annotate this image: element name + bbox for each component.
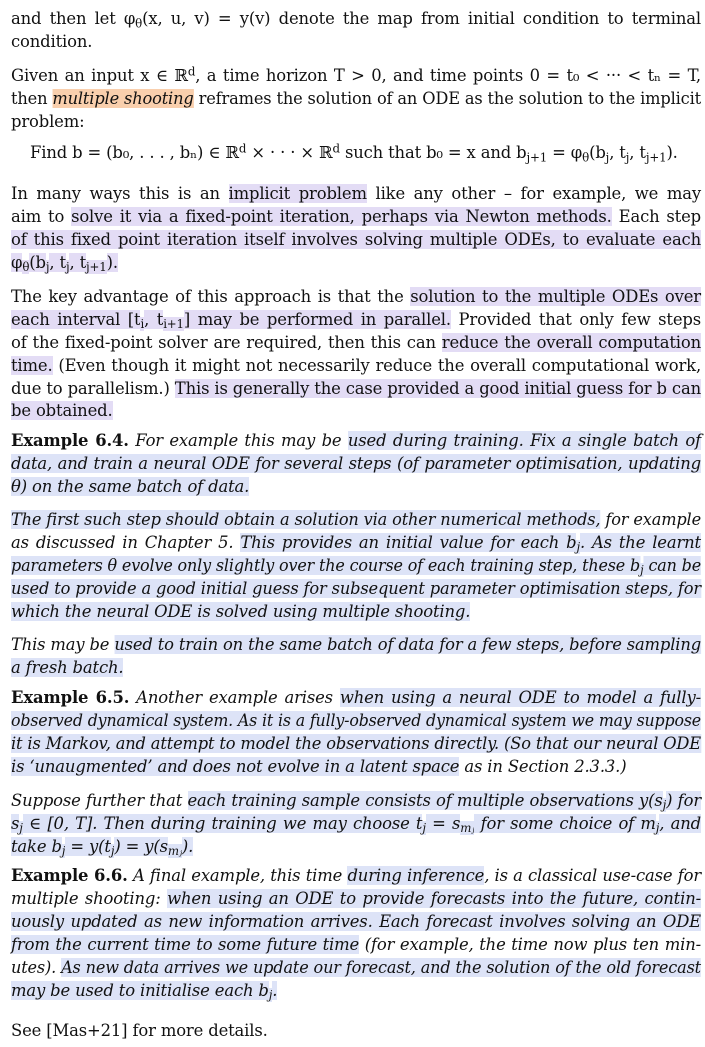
text-run: .	[272, 981, 278, 1000]
text-run: = y(t	[65, 837, 111, 856]
text-line	[11, 1019, 701, 1042]
text-line	[11, 789, 701, 812]
text-run: data, and train a neural ODE for several steps (of parameter optimisation, updating	[11, 454, 701, 473]
text-line	[11, 933, 701, 956]
text-line	[11, 429, 701, 452]
text-run: due to parallelism.)	[11, 379, 175, 398]
text-run: as discussed in Chapter 5.	[11, 533, 241, 552]
text-run: j	[45, 260, 50, 275]
text-line	[11, 633, 701, 656]
text-line	[11, 508, 701, 531]
text-line	[11, 686, 701, 709]
text-run: from the current time to some future time	[11, 935, 360, 954]
text-line	[11, 399, 701, 422]
text-run: then	[11, 89, 53, 108]
text-run: implicit problem	[228, 184, 367, 203]
line-content	[11, 956, 701, 979]
text-run: multiple shooting:	[11, 889, 168, 908]
text-run: during inference	[347, 866, 485, 885]
text-run: A final example, this time	[127, 866, 348, 885]
text-run: (b	[589, 143, 606, 162]
text-run: θ	[135, 16, 143, 31]
line-content	[11, 112, 85, 131]
text-line	[30, 141, 705, 164]
text-run: and then let φ	[11, 9, 136, 28]
text-run: This provides an initial value for each b	[240, 533, 577, 552]
text-run: j	[625, 150, 630, 165]
line-content	[11, 889, 701, 908]
text-run: j	[605, 150, 610, 165]
line-content	[11, 287, 701, 306]
line-content	[11, 356, 701, 375]
text-run: when using a neural ODE to model a fully-	[339, 688, 701, 707]
text-line	[11, 577, 701, 600]
text-run: , t	[609, 143, 626, 162]
text-run: observed dynamical system. As it is a fully-observed dynamical system we may suppose	[11, 711, 701, 730]
text-run: This may be	[11, 635, 115, 654]
text-line	[11, 205, 701, 228]
text-run: parameters θ evolve only slightly over the course of each training step, these b	[11, 556, 641, 575]
text-line	[11, 30, 701, 53]
text-run: Example 6.4.	[11, 431, 129, 450]
text-run: used during training. Fix a single batch of	[347, 431, 701, 450]
line-content	[11, 757, 626, 776]
text-run: j	[640, 563, 644, 578]
line-content	[11, 32, 92, 51]
line-content	[11, 310, 702, 332]
text-run: ).	[106, 253, 118, 272]
text-run: multiple shooting	[52, 89, 194, 108]
text-run: Example 6.5.	[11, 688, 130, 707]
text-run: In many ways this is an	[11, 184, 229, 203]
line-content	[11, 1021, 268, 1040]
line-content	[11, 866, 701, 885]
text-run: = φ	[547, 143, 583, 162]
text-run: for some choice of m	[474, 814, 656, 833]
text-run: This is generally the case provided a good initial guess for b can	[174, 379, 702, 398]
text-line	[11, 182, 701, 205]
text-run: Another example arises	[129, 688, 340, 707]
text-run: i	[140, 317, 145, 332]
line-content	[11, 333, 701, 352]
line-content	[11, 9, 701, 31]
text-run: reduce the overall computation	[441, 333, 701, 352]
text-run: for example	[600, 510, 701, 529]
line-content	[11, 533, 701, 555]
text-run: , and	[659, 814, 701, 833]
text-run: ) for	[666, 791, 702, 810]
text-run: θ	[22, 260, 30, 275]
line-content	[11, 633, 701, 656]
text-run: be obtained.	[11, 401, 113, 420]
text-run: × · · · × ℝ	[246, 143, 333, 162]
text-run: (for example, the time now plus ten min-	[359, 935, 701, 954]
text-run: j	[19, 821, 23, 836]
line-content	[11, 791, 702, 813]
text-line	[11, 835, 701, 858]
text-run: each training sample consists of multiple observations y(s	[187, 791, 663, 810]
text-line	[11, 531, 701, 554]
text-run: j	[110, 844, 115, 859]
text-run: = s	[425, 814, 461, 833]
text-run: (x, u, v) = y(v) denote the map from initial condition to terminal	[142, 9, 701, 28]
text-run: may be used to initialise each b	[11, 981, 269, 1000]
line-content	[11, 658, 123, 677]
line-content	[11, 508, 701, 531]
text-run: θ) on the same batch of data.	[11, 477, 250, 496]
text-run: , t	[69, 253, 87, 272]
text-run: j	[61, 844, 66, 859]
text-line	[11, 228, 701, 251]
text-run: j	[422, 821, 426, 836]
line-content	[11, 554, 701, 577]
text-line	[11, 709, 701, 732]
text-run: solution to the multiple ODEs over	[410, 287, 701, 306]
text-run: (Even though it might not necessarily reduce the overall computational work,	[52, 356, 701, 375]
text-run: See [Mas+21] for more details.	[11, 1021, 268, 1040]
text-run: ∈ [0, T]. Then during training we may choose t	[22, 814, 423, 833]
text-line	[11, 377, 701, 400]
line-content	[11, 207, 701, 226]
text-run: as in Section 2.3.3.)	[459, 757, 627, 776]
text-run: ] may be performed in parallel.	[183, 310, 451, 329]
text-run: , t	[144, 310, 164, 329]
text-run: Provided that only few steps	[450, 310, 702, 329]
text-run: , t	[49, 253, 66, 272]
text-run: j	[65, 260, 70, 275]
text-run: θ	[582, 150, 590, 165]
text-run: Example 6.6.	[11, 866, 128, 885]
text-run: The key advantage of this approach is that the	[11, 287, 411, 306]
text-run: mⱼ	[460, 821, 475, 836]
line-content	[11, 401, 113, 420]
text-run: The first such step should obtain a solution via other numerical methods,	[11, 510, 601, 529]
line-content	[11, 87, 701, 110]
text-run: j+1	[645, 150, 667, 165]
line-content	[11, 454, 701, 473]
text-run: uously updated as new information arrives. Each forecast involves solving an ODE	[11, 912, 701, 931]
text-run: utes).	[11, 958, 62, 977]
text-line	[11, 956, 701, 979]
text-run: , t	[629, 143, 646, 162]
line-content	[11, 709, 701, 732]
line-content	[11, 981, 278, 1003]
text-run: used to train on the same batch of data for a few steps, before sampling	[114, 635, 702, 654]
text-line	[11, 452, 701, 475]
text-run: Suppose further that	[11, 791, 188, 810]
text-run: mⱼ	[167, 844, 182, 859]
text-run: (b	[29, 253, 46, 272]
text-run: j	[268, 988, 273, 1003]
text-run: Find b = (b₀, . . . , bₙ) ∈ ℝ	[30, 143, 239, 162]
text-run: Each step	[611, 207, 701, 226]
text-run: As new data arrives we update our forecast, and the solution of the old forecast	[61, 958, 701, 977]
text-run: φ	[11, 253, 23, 272]
line-content	[11, 230, 701, 249]
text-line	[11, 110, 701, 133]
line-content	[11, 814, 701, 836]
text-run: is ‘unaugmented’ and does not evolve in a latent space	[11, 757, 460, 776]
line-content	[11, 688, 701, 707]
text-line	[11, 600, 701, 623]
text-run: j+1	[86, 260, 107, 275]
text-run: a fresh batch.	[11, 658, 124, 677]
line-content	[11, 377, 701, 400]
text-line	[11, 979, 701, 1002]
text-line	[11, 812, 701, 835]
text-run: condition.	[11, 32, 93, 51]
text-line	[11, 7, 701, 30]
text-run: j	[662, 798, 667, 813]
text-run: d	[332, 141, 340, 156]
text-run: , a time horizon T > 0, and time points 0 = t₀ < ··· < tₙ = T,	[195, 66, 701, 85]
text-line	[11, 308, 701, 331]
text-line	[11, 732, 701, 755]
text-run: ) = y(s	[114, 837, 168, 856]
text-run: i+1	[163, 317, 184, 332]
text-run: d	[238, 141, 247, 156]
text-run: For example this may be	[128, 431, 348, 450]
line-content	[30, 141, 678, 165]
text-line	[11, 285, 701, 308]
line-content	[11, 253, 118, 275]
line-content	[11, 912, 701, 931]
text-run: ).	[181, 837, 194, 856]
text-run: time.	[11, 356, 53, 375]
line-content	[11, 935, 701, 954]
text-run: used to provide a good initial guess for subsequent parameter optimisation steps, for	[11, 579, 701, 598]
text-line	[11, 87, 701, 110]
text-run: which the neural ODE is solved using multiple shooting.	[11, 602, 471, 621]
text-line	[11, 251, 701, 274]
line-content	[11, 577, 701, 600]
text-run: aim to	[11, 207, 72, 226]
text-run: problem:	[11, 112, 85, 131]
line-content	[11, 837, 194, 859]
text-run: of this fixed point iteration itself involves solving multiple ODEs, to evaluate each	[11, 230, 701, 249]
line-content	[11, 66, 701, 85]
text-run: reframes the solution of an ODE as the solution to the implicit	[193, 89, 701, 108]
line-content	[11, 431, 701, 450]
text-run: solve it via a fixed-point iteration, perhaps via Newton methods.	[71, 207, 612, 226]
text-line	[11, 755, 701, 778]
line-content	[11, 602, 470, 621]
text-run: like any other – for example, we may	[366, 184, 701, 203]
text-run: take b	[11, 837, 62, 856]
text-line	[11, 64, 701, 87]
text-line	[11, 910, 701, 933]
text-run: it is Markov, and attempt to model the observations directly. (So that our neural ODE	[11, 734, 701, 753]
text-line	[11, 475, 701, 498]
text-run: Given an input x ∈ ℝ	[11, 66, 188, 85]
text-run: can be	[643, 556, 701, 575]
text-run: ).	[666, 143, 678, 162]
text-line	[11, 887, 701, 910]
text-line	[11, 864, 701, 887]
text-run: , is a classical use-case for	[484, 866, 702, 885]
text-line	[11, 554, 701, 577]
text-run: when using an ODE to provide forecasts into the future, contin-	[167, 889, 701, 908]
text-line	[11, 656, 701, 679]
text-run: . As the learnt	[579, 533, 701, 552]
text-run: each interval [t	[11, 310, 141, 329]
text-run: of the fixed-point solver are required, then this can	[11, 333, 442, 352]
line-content	[11, 477, 249, 496]
text-run: s	[11, 814, 20, 833]
text-run: such that b₀ = x and b	[339, 143, 527, 162]
text-run: d	[187, 64, 196, 79]
text-run: j+1	[526, 150, 548, 165]
text-run: j	[655, 821, 660, 836]
text-run: j	[576, 540, 580, 555]
text-line	[11, 331, 701, 354]
line-content	[11, 184, 701, 203]
text-line	[11, 354, 701, 377]
line-content	[11, 732, 701, 755]
